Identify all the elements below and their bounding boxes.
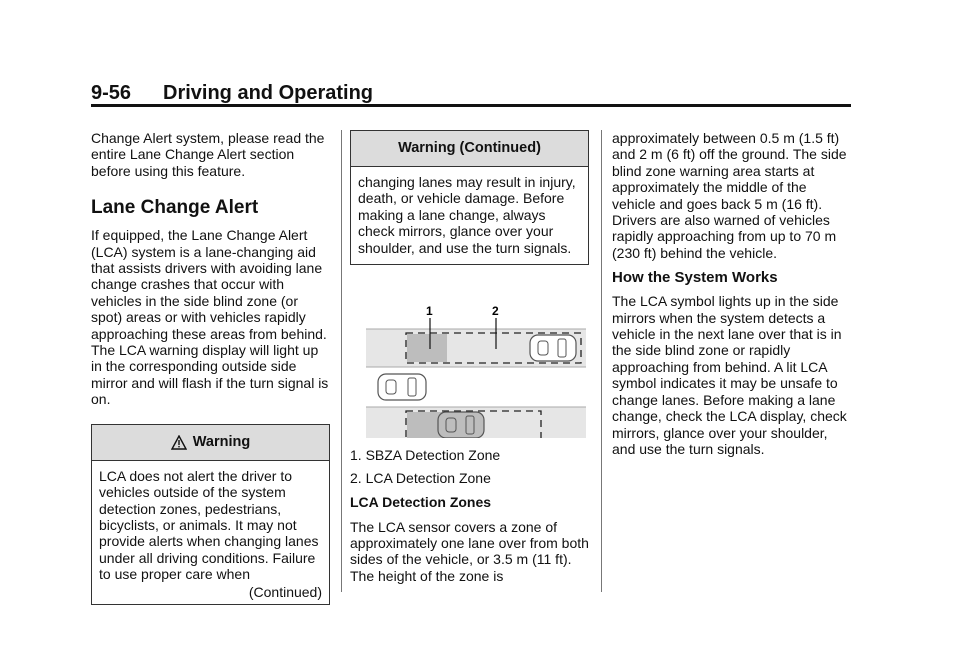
intro-paragraph: Change Alert system, please read the entire Lane Change Alert section before using this feature. bbox=[91, 130, 325, 179]
diagram-label-2: 2 bbox=[492, 304, 499, 319]
caption-sbza: 1. SBZA Detection Zone bbox=[350, 447, 501, 464]
warning-triangle-icon bbox=[171, 435, 187, 450]
detection-zone-diagram bbox=[366, 303, 586, 438]
zone-height-paragraph: approximately between 0.5 m (1.5 ft) and 2 m (6 ft) off the ground. The side blind zone warning area starts at approximately the middle of the vehicle and goes back 5 m (16 ft). Drivers are also warned of vehicles rapidly approaching from up to 70 m (230 ft) behind the vehicle. bbox=[612, 130, 847, 261]
diagram-label-1: 1 bbox=[426, 304, 433, 319]
column-3 bbox=[612, 130, 852, 457]
warning-continued-box bbox=[350, 130, 589, 265]
warning-continued-header bbox=[351, 131, 588, 167]
warning-header bbox=[92, 425, 329, 461]
section-title: Driving and Operating bbox=[163, 82, 374, 104]
column-1 bbox=[91, 130, 331, 605]
column-divider bbox=[341, 130, 342, 592]
column-2 bbox=[350, 130, 590, 584]
section-heading: Lane Change Alert bbox=[91, 197, 259, 219]
how-it-works-heading: How the System Works bbox=[612, 269, 778, 287]
detection-zone-paragraph: The LCA sensor covers a zone of approximately one lane over from both sides of the vehicle, or 3.5 m (11 ft). The height of the zone is bbox=[350, 518, 589, 584]
page-number: 9-56 bbox=[91, 82, 132, 104]
warning-title: Warning bbox=[192, 433, 251, 450]
warning-continued-text: changing lanes may result in injury, death, or vehicle damage. Before making a lane change, always check mirrors, glance over your shoulder, and use the turn signals. bbox=[358, 174, 576, 256]
caption-lca: 2. LCA Detection Zone bbox=[350, 469, 491, 486]
warning-text: LCA does not alert the driver to vehicles outside of the system detection zones, pedestrians, bicyclists, or animals. It may not provide alerts when changing lanes under all driving conditions. Failure to use proper care when bbox=[99, 467, 319, 583]
page-header bbox=[91, 82, 851, 104]
column-divider bbox=[601, 130, 602, 592]
subheading-detection-zones: LCA Detection Zones bbox=[350, 494, 492, 511]
warning-box bbox=[91, 424, 330, 605]
continued-label: (Continued) bbox=[248, 583, 322, 600]
how-it-works-paragraph: The LCA symbol lights up in the side mirrors when the system detects a vehicle in the next lane over that is in the side blind zone or rapidly approaching from behind. A lit LCA symbol indicates it may be unsafe to change lanes. Before making a lane change, check the LCA display, check mirrors, glance over your shoulder, and use the turn signals. bbox=[612, 293, 847, 457]
warning-continued-title: Warning (Continued) bbox=[398, 140, 541, 157]
lca-paragraph: If equipped, the Lane Change Alert (LCA) system is a lane-changing aid that assists drivers with avoiding lane change crashes that occur with vehicles in the side blind zone (or spot) areas or with vehicles rapidly approaching these areas from behind. The LCA warning display will light up in the corresponding outside side mirror and will flash if the turn signal is on. bbox=[91, 227, 329, 408]
header-rule bbox=[91, 104, 851, 107]
